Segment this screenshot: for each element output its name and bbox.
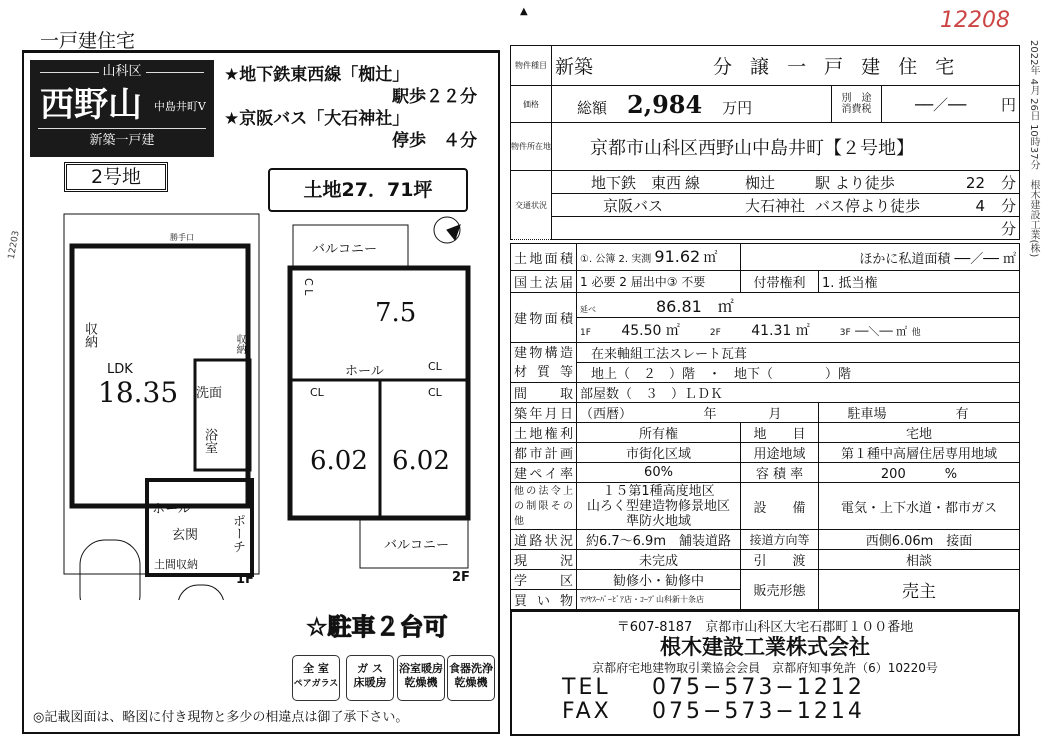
room-porch: ポーチ (230, 514, 245, 553)
other-restrictions-label: 他の法令上の制限その他 (511, 483, 577, 530)
tax-label: 別 途 消費税 (832, 86, 882, 123)
fax-number: 075−573−1214 (652, 699, 865, 724)
coverage-label: 建ペイ率 (511, 463, 577, 483)
yen: 円 (1000, 95, 1016, 114)
room-backdoor: 勝手口 (170, 233, 194, 242)
feature-dishwasher: 食器洗浄 乾燥機 (447, 655, 495, 701)
room-ldk: LDK (107, 362, 133, 377)
feature-bath-dryer: 浴室暖房 乾燥機 (397, 655, 445, 701)
restriction: 準防火地域 (625, 513, 691, 529)
room-bedroom-3: 6.02 (392, 446, 450, 476)
frontage-value: 西側6.06m 接面 (819, 530, 1020, 550)
type: 新築一戸建 (38, 128, 206, 154)
access-bus-time: 停歩 ４分 (392, 131, 477, 151)
access-subway: ★地下鉄東西線「椥辻」 (224, 65, 410, 85)
status-value: 未完成 (577, 550, 741, 570)
room-ldk-size: 18.35 (98, 376, 179, 409)
disclaimer: ◎記載図面は、略図に付き現物と多少の相違点は御了承下さい。 (33, 710, 409, 725)
location-label: 物件所在地 (511, 123, 552, 171)
building-area-label: 建物面積 (511, 293, 577, 343)
utilities-value: 電気・上下水道・都市ガス (819, 483, 1020, 530)
road-label: 道路状況 (511, 530, 577, 550)
room-closet: CL (428, 360, 442, 373)
road-value: 約6.7〜6.9m 舗装道路 (577, 530, 741, 550)
location: 京都市山科区西野山中島井町【２号地】 (552, 123, 1020, 171)
room-bath: 浴室 (202, 428, 217, 454)
handwritten-left: 12203 (6, 230, 22, 260)
land-right-label: 土地権利 (511, 423, 577, 443)
land-area-value: 91.62 (654, 247, 701, 266)
access-bus: ★京阪バス「大石神社」 (224, 109, 410, 129)
property-summary-table (510, 45, 1020, 240)
tel-number: 075−573−1212 (652, 675, 865, 700)
handover-value: 相談 (819, 550, 1020, 570)
structure-value: 在来軸組工法スレート瓦葺 (577, 343, 1020, 363)
room-storage: 収納 (82, 322, 97, 348)
arrow-mark: ▲ (520, 6, 528, 17)
page-header: 一戸建住宅 (40, 30, 136, 52)
room-closet: CL (428, 386, 442, 399)
company-box (510, 610, 1020, 736)
feature-floor-heating: ガ ス 床暖房 (346, 655, 394, 701)
lot-number: 2号地 (64, 162, 168, 192)
zoning-label: 用途地域 (741, 443, 819, 463)
room-washroom: 洗面 (196, 386, 223, 401)
notice-label: 国土法届 (511, 271, 577, 293)
room-closet: C L (302, 278, 315, 296)
price-label: 価格 (511, 86, 552, 123)
kind: 分 譲 一 戸 建 住 宅 (713, 56, 961, 78)
built-label: 築年月日 (511, 403, 577, 423)
parking-value: 有 (955, 407, 969, 422)
total-label: 総額 (577, 98, 608, 117)
price-unit: 万円 (722, 98, 753, 117)
utilities-label: 設 備 (741, 483, 819, 530)
land-category-label: 地 目 (741, 423, 819, 443)
coverage-value: 60% (577, 463, 741, 483)
tax-value: ──／── (915, 95, 967, 114)
notice-value: 1 必要 2 届出中③ 不要 (577, 271, 741, 293)
zoning-value: 第１種中高層住居専用地域 (819, 443, 1020, 463)
traffic-row: 分 (552, 217, 1020, 240)
tel-label: TEL (562, 675, 611, 700)
room-bedroom-2: 6.02 (310, 446, 368, 476)
structure-label: 建物構造 材質等 (511, 343, 577, 383)
rights-label: 付帯権利 (741, 271, 819, 293)
company-license: 京都府宅地建物取引業協会会員 京都府知事免許（6）10220号 (592, 661, 938, 675)
land-area-label: 土地面積 (511, 244, 577, 271)
layout-label: 間 取 (511, 383, 577, 403)
room-bedroom-1: 7.5 (375, 298, 417, 328)
city-plan-value: 市街化区域 (577, 443, 741, 463)
room-balcony-south: バルコニー (384, 538, 450, 553)
room-closet: CL (310, 386, 324, 399)
land-area-badge: 土地27．71坪 (268, 168, 468, 212)
parking-note: ☆駐車２台可 (306, 613, 448, 641)
company-address: 〒607-8187 京都市山科区大宅石郡町１００番地 (616, 620, 914, 635)
built-value: （西暦） 年 月 (577, 403, 819, 423)
land-right-value: 所有権 (577, 423, 741, 443)
room-entrance: 玄関 (172, 528, 199, 543)
land-category-value: 宅地 (819, 423, 1020, 443)
price: 2,984 (627, 89, 703, 119)
restriction: 山ろく型建造物修景地区 (586, 498, 730, 514)
kind-label: 物件種目 (511, 46, 552, 86)
shopping-label: 買 い 物 (511, 590, 577, 610)
traffic-row: 京阪バス 大石神社 バス停より徒歩 4 分 (552, 194, 1020, 217)
floor-2f-label: 2F (452, 570, 470, 585)
feature-pair-glass: 全 室 ペアガラス (292, 655, 340, 701)
private-road-area: ほかに私道面積 ──／── ㎡ (741, 244, 1020, 271)
room-hall-2f: ホール (345, 364, 384, 379)
company-name: 根木建設工業株式会社 (660, 635, 870, 659)
room-shoe-storage: 土間収納 (154, 558, 198, 571)
kind-new: 新築 (555, 56, 594, 78)
frontage-label: 接道方向等 (741, 530, 819, 550)
status-label: 現 況 (511, 550, 577, 570)
floors-value: 地上（ ２ ）階 ・ 地下（ ）階 (577, 363, 1020, 383)
room-storage2: 収納 (234, 334, 245, 354)
sale-type-value: 売主 (819, 570, 1020, 610)
far-value: 200 % (819, 463, 1020, 483)
traffic-row: 地下鉄 東西 線 椥辻 駅 より徒歩 22 分 (552, 171, 1020, 194)
brand-block (30, 60, 214, 157)
building-area-total: 86.81 ㎡ (656, 296, 734, 316)
building-area-2f: 41.31 ㎡ (751, 323, 810, 339)
city-plan-label: 都市計画 (511, 443, 577, 463)
shopping-value: ﾏﾂﾔｽｰﾊﾟｰﾋﾞｱ店・ｺｰﾌﾟ山科新十条店 (577, 590, 741, 610)
ward: 山科区 (102, 64, 142, 79)
area-name: 西野山 (40, 85, 142, 125)
fax-label: FAX (562, 699, 612, 724)
room-hall-1f: ホール (152, 502, 191, 517)
far-label: 容 積 率 (741, 463, 819, 483)
restriction: １５第1種高度地区 (602, 483, 715, 499)
handwritten-number: 12208 (940, 8, 1010, 33)
school-label: 学 区 (511, 570, 577, 590)
traffic-label: 交通状況 (511, 171, 552, 240)
sale-type-label: 販売形態 (741, 570, 819, 610)
floor-1f-label: 1F (236, 572, 254, 587)
school-value: 勧修小・勧修中 (577, 570, 741, 590)
fax-header-margin: 2022年 4月 26日 10時37分 根木建設工業(株) (1028, 40, 1039, 258)
room-balcony-north: バルコニー (312, 242, 378, 257)
car-icon (80, 540, 224, 600)
parking-label: 駐車場 (847, 407, 887, 422)
access-subway-time: 駅歩２２分 (392, 87, 477, 107)
layout-value: 部屋数（ ３ ）ＬＤＫ (577, 383, 1020, 403)
building-area-1f: 45.50 ㎡ (621, 323, 680, 339)
property-detail-table: 土地面積 ①. 公簿 2. 実測 91.62 ㎡ ほかに私道面積 ──／── ㎡ 国土法届 1 必要 2 届出中③ 不要 付帯権利 1. 抵当権 建物面積 延べ 86.81 ㎡ 1F 45.50 ㎡ 2F 41.31 ㎡ 3F ──＼── ㎡ 他 建物構造 材質等 在来軸組工法スレート瓦葺 地上（ ２ ）階 ・ 地下（ ）階 間 取 部屋数（ ３ ）ＬＤＫ 築年月日 （西暦） 年 月 駐車場 有 土地権利 所有権 地 目 宅地 都市計画 市街化区域 用途地域 第１種中高層住居専用地域 建ペイ率 60% 容 積 率 200 % 他の法令上の制限その他 １５第1種高度地区 山ろく型建造物修景地区 準防火地域 設 備 電気・上下水道・都市ガス 道路状況 約6.7〜6.9m 舗装道路 接道方向等 西側6.06m 接面 現 況 未完成 引 渡 相談 学 区 勧修小・勧修中 販売形態 売主 買 い 物 ﾏﾂﾔｽｰﾊﾟｰﾋﾞｱ店・ｺｰﾌﾟ山科新十条店 (510, 243, 1020, 610)
handover-label: 引 渡 (741, 550, 819, 570)
town: 中島井町V (153, 100, 206, 113)
rights-value: 1. 抵当権 (819, 271, 1020, 293)
